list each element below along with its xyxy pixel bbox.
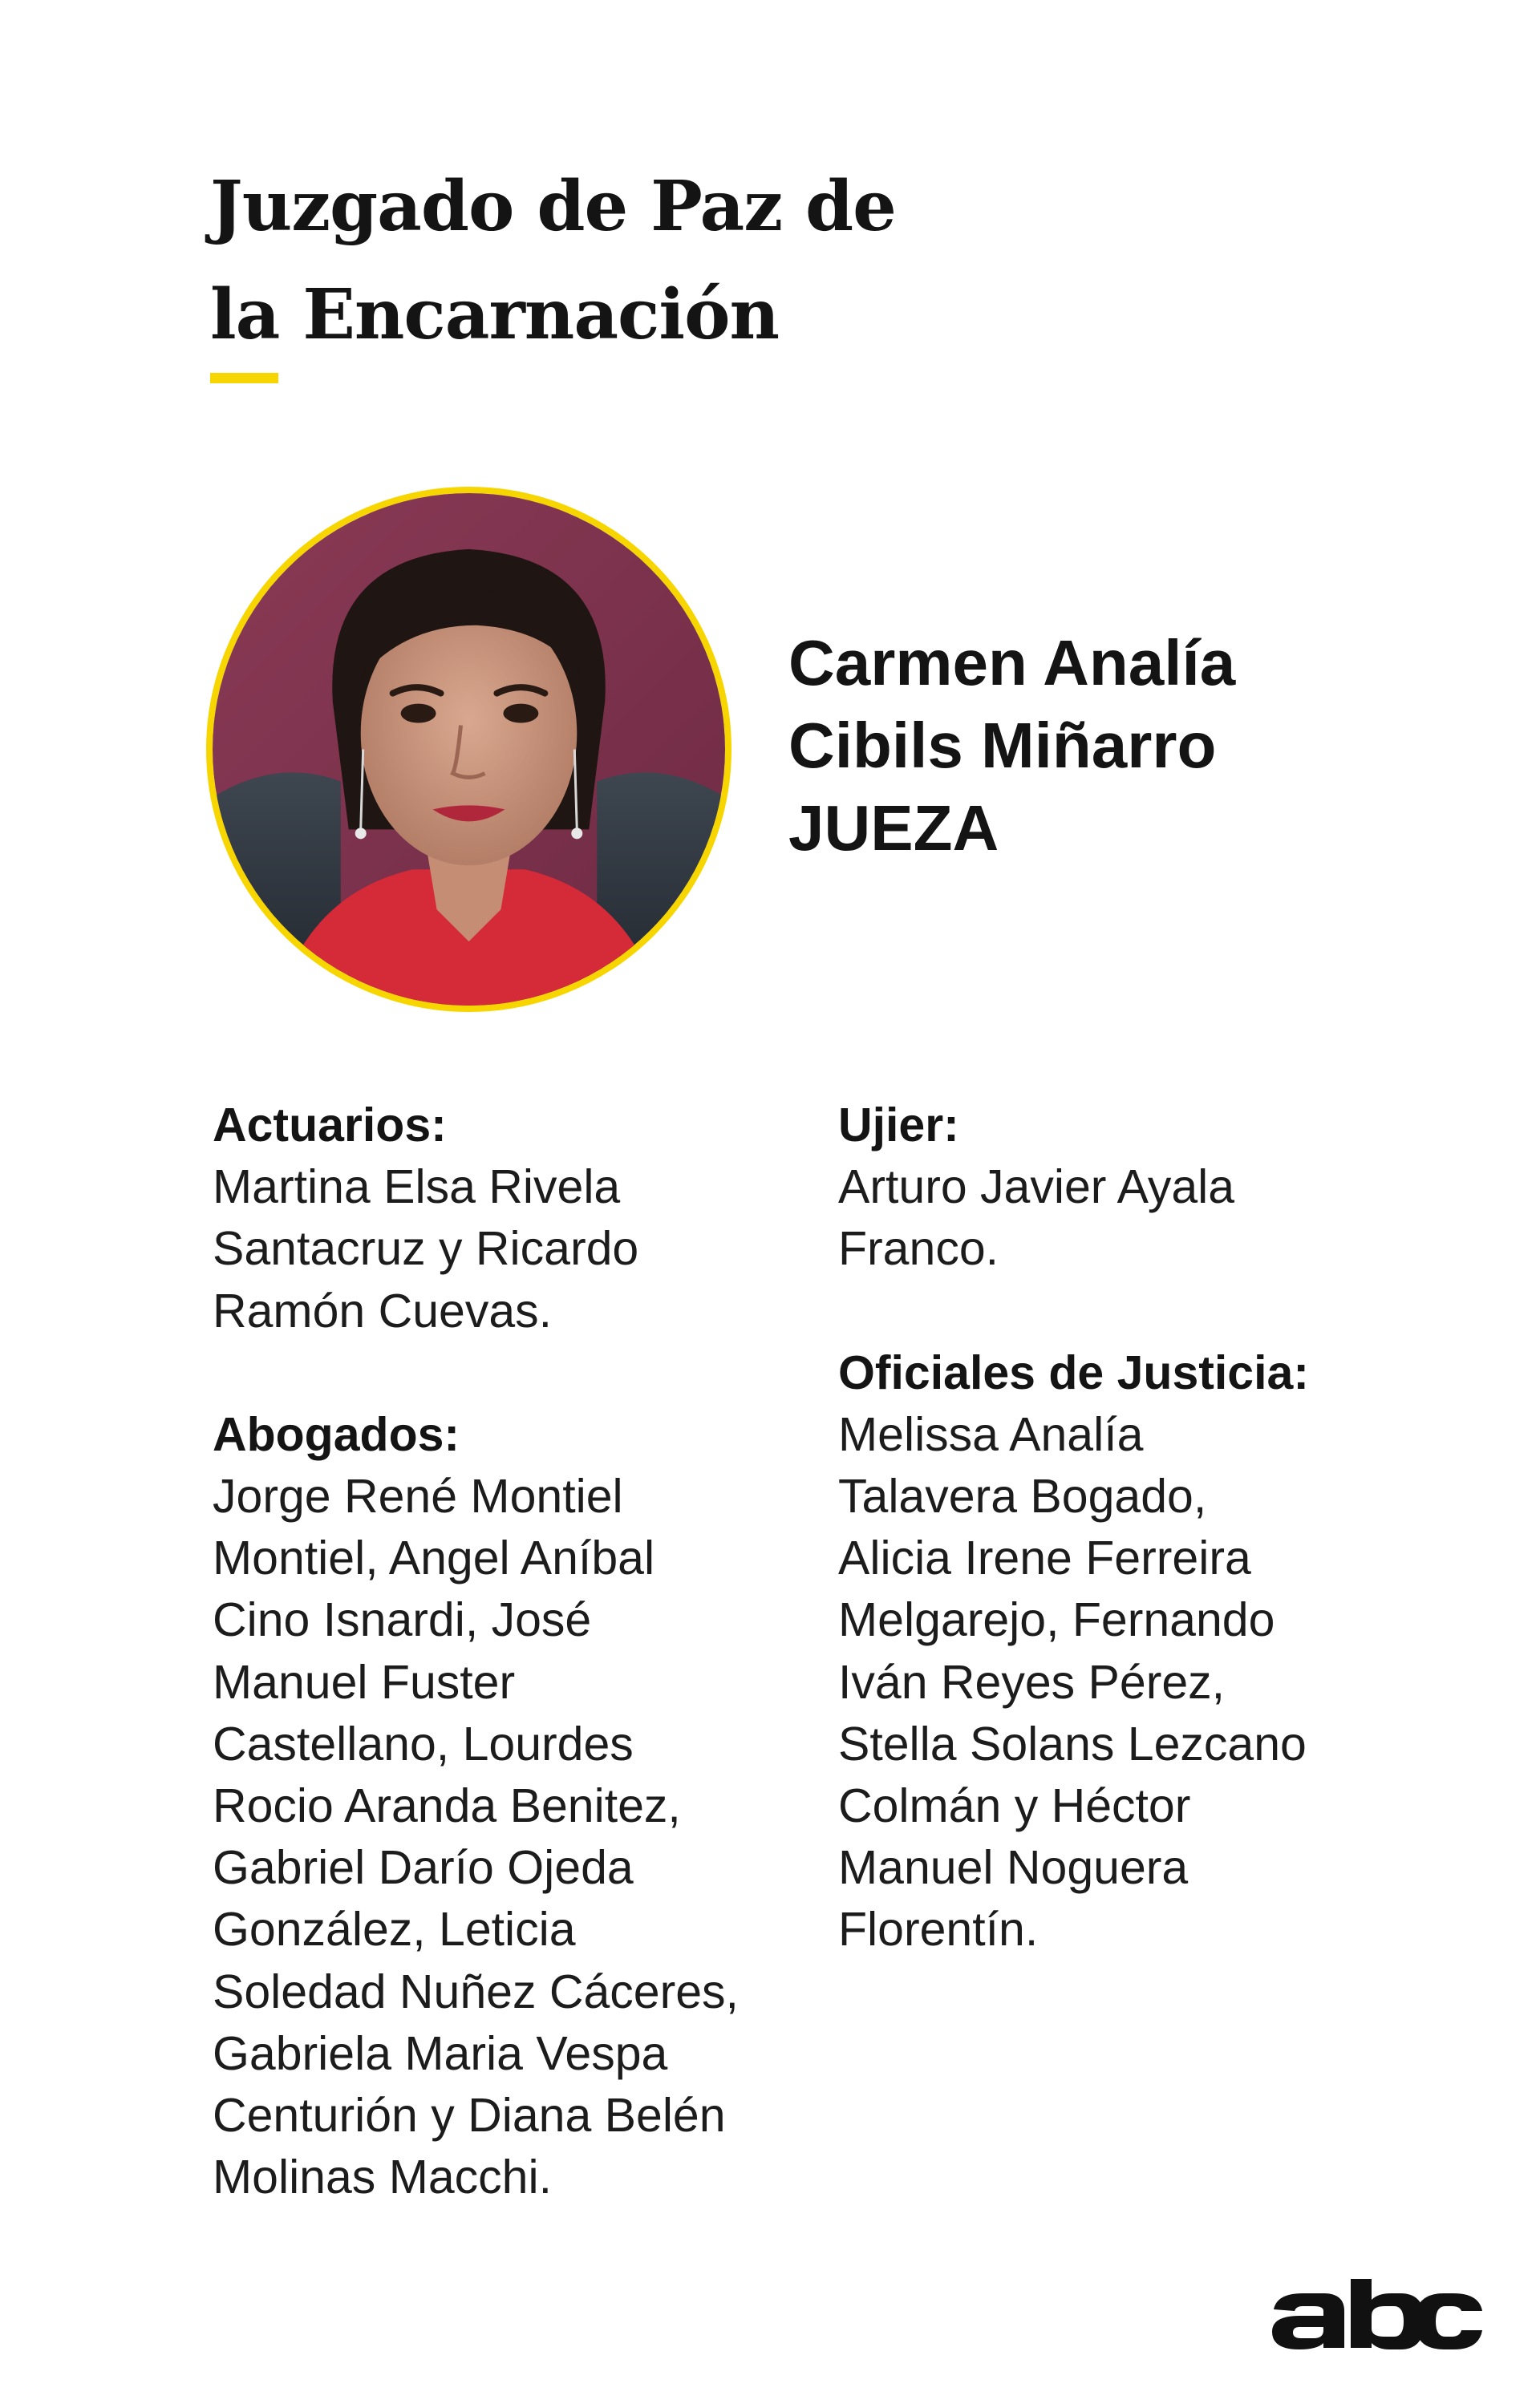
section-abogados: [213, 1404, 822, 2209]
section-line: Gabriel Darío Ojeda: [213, 1841, 634, 1895]
section-oficiales: [838, 1342, 1480, 1961]
section-line: Melissa Analía: [838, 1407, 1144, 1461]
page-title: [210, 152, 1092, 369]
judge-name-line-1: Carmen Analía: [788, 627, 1236, 698]
section-line: Melgarejo, Fernando: [838, 1593, 1275, 1647]
section-line: Iván Reyes Pérez,: [838, 1655, 1226, 1709]
section-heading: Ujier:: [838, 1099, 959, 1151]
right-column: [838, 1095, 1480, 2023]
section-line: Florentín.: [838, 1903, 1039, 1957]
section-body: [838, 1404, 1480, 1961]
section-line: Talavera Bogado,: [838, 1470, 1207, 1524]
abc-logo: [1267, 2276, 1484, 2356]
title-accent-bar: [210, 373, 278, 383]
section-line: Soledad Nuñez Cáceres,: [213, 1965, 739, 2018]
section-line: Manuel Noguera: [838, 1841, 1189, 1895]
section-line: Centurión y Diana Belén: [213, 2089, 726, 2143]
section-line: Arturo Javier Ayala: [838, 1160, 1235, 1214]
section-line: Martina Elsa Rivela: [213, 1160, 621, 1214]
section-line: Alicia Irene Ferreira: [838, 1532, 1251, 1585]
section-line: González, Leticia: [213, 1903, 576, 1957]
section-line: Colmán y Héctor: [838, 1779, 1191, 1833]
section-heading: Actuarios:: [213, 1099, 447, 1151]
section-line: Montiel, Angel Aníbal: [213, 1532, 655, 1585]
section-line: Jorge René Montiel: [213, 1470, 623, 1524]
section-line: Cino Isnardi, José: [213, 1593, 592, 1647]
portrait-photo: [206, 487, 732, 1012]
section-body: [838, 1156, 1480, 1280]
title-line-1: Juzgado de Paz de: [210, 166, 896, 247]
judge-role: JUEZA: [788, 792, 999, 864]
portrait-illustration: [213, 493, 725, 1006]
title-line-2: la Encarnación: [210, 274, 779, 355]
section-line: Gabriela Maria Vespa: [213, 2026, 668, 2080]
section-line: Manuel Fuster: [213, 1655, 516, 1709]
section-line: Rocio Aranda Benitez,: [213, 1779, 681, 1833]
section-heading: Abogados:: [213, 1407, 460, 1461]
section-ujier: [838, 1095, 1480, 1281]
section-heading: Oficiales de Justicia:: [838, 1346, 1309, 1399]
section-line: Ramón Cuevas.: [213, 1284, 553, 1338]
section-line: Castellano, Lourdes: [213, 1717, 634, 1771]
section-line: Santacruz y Ricardo: [213, 1222, 639, 1276]
left-column: [213, 1095, 822, 2270]
section-actuarios: [213, 1095, 822, 1342]
section-body: [213, 1156, 822, 1342]
section-line: Stella Solans Lezcano: [838, 1717, 1307, 1771]
judge-info: [788, 621, 1478, 869]
section-body: [213, 1466, 822, 2208]
section-line: Molinas Macchi.: [213, 2151, 552, 2204]
section-line: Franco.: [838, 1222, 999, 1276]
judge-name-line-2: Cibils Miñarro: [788, 710, 1217, 781]
